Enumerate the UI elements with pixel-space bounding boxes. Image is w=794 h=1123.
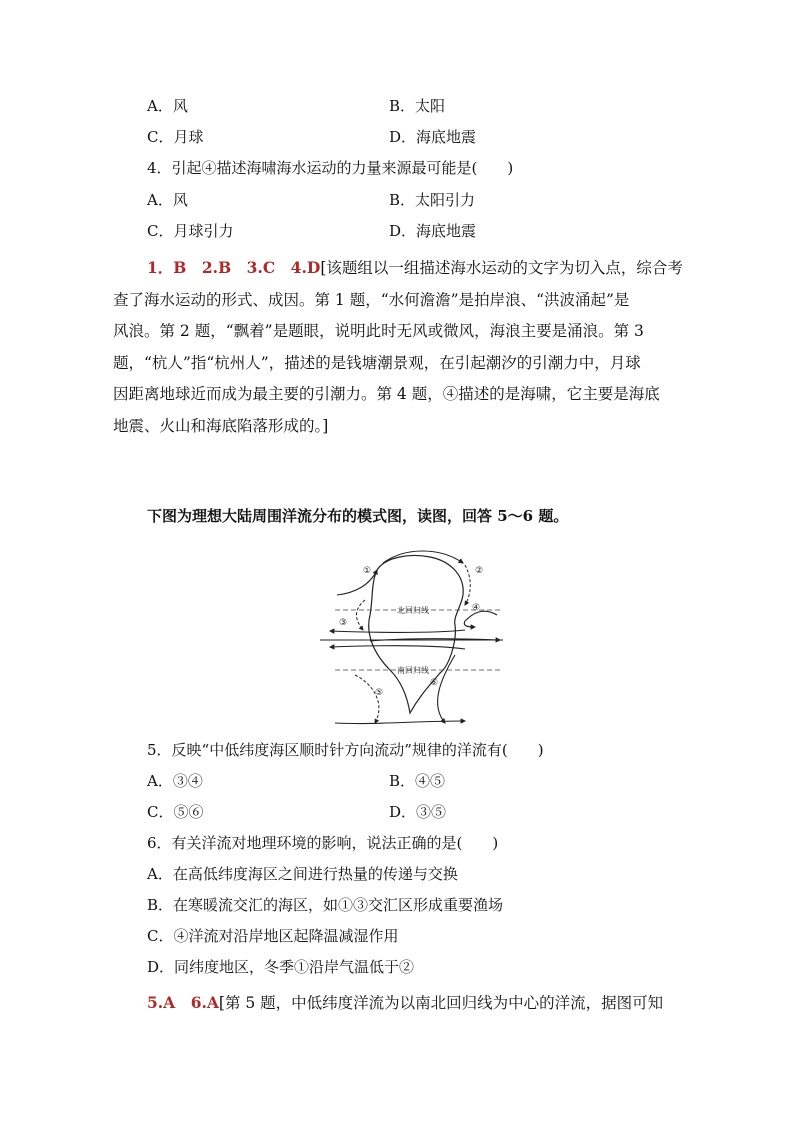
answer-keys-5-6: 5.A 6.A — [147, 993, 219, 1012]
label-3: ③ — [339, 618, 348, 628]
q4-option-d: D．海底地震 — [389, 222, 477, 240]
figure-intro: 下图为理想大陆周围洋流分布的模式图，读图，回答 5～6 题。 — [147, 507, 569, 525]
current-north-arc — [383, 551, 463, 563]
label-4: ④ — [472, 603, 481, 613]
label-2: ② — [475, 566, 484, 576]
answer-explanation-2: 5.A 6.A[第 5 题，中低纬度洋流为以南北回归线为中心的洋流，据图可知 — [147, 993, 664, 1012]
q3-option-a: A．风 — [147, 97, 188, 115]
label-6: ⑥ — [430, 678, 439, 688]
current-2 — [465, 565, 470, 605]
q6-stem: 6．有关洋流对地理环境的影响，说法正确的是( ) — [147, 834, 499, 852]
q5-option-d: D．③⑤ — [389, 803, 447, 821]
q6-option-a: A．在高低纬度海区之间进行热量的传递与交换 — [147, 865, 458, 883]
q5-stem: 5．反映“中低纬度海区顺时针方向流动”规律的洋流有( ) — [147, 741, 544, 759]
label-5: ⑤ — [375, 688, 384, 698]
q4-option-b: B．太阳引力 — [389, 191, 476, 209]
south-equatorial-current — [330, 646, 465, 649]
q5-option-c: C．⑤⑥ — [147, 803, 204, 821]
current-south-bottom — [335, 721, 465, 724]
current-4 — [464, 611, 497, 627]
q4-option-c: C．月球引力 — [147, 222, 234, 240]
q3-option-b: B．太阳 — [389, 97, 446, 115]
ocean-current-diagram — [315, 545, 505, 735]
north-tropic-label: 北回归线 — [397, 606, 429, 615]
q6-option-c: C．④洋流对沿岸地区起降温减湿作用 — [147, 927, 399, 945]
current-3 — [357, 600, 366, 630]
q4-option-a: A．风 — [147, 191, 188, 209]
q3-option-d: D．海底地震 — [389, 128, 477, 146]
q6-option-d: D．同纬度地区，冬季①沿岸气温低于② — [147, 958, 415, 976]
north-equatorial-current — [330, 630, 465, 632]
q4-stem: 4．引起④描述海啸海水运动的力量来源最可能是( ) — [147, 159, 514, 177]
q6-option-b: B．在寒暖流交汇的海区，如①③交汇区形成重要渔场 — [147, 896, 504, 914]
answer-keys-1-4: 1．B 2.B 3.C 4.D — [147, 258, 321, 277]
q5-option-b: B．④⑤ — [389, 772, 446, 790]
south-tropic-label: 南回归线 — [397, 666, 429, 675]
current-5 — [355, 675, 379, 723]
q3-option-c: C．月球 — [147, 128, 204, 146]
answer-explanation-1: 1．B 2.B 3.C 4.D[该题组以一组描述海水运动的文字为切入点，综合考 查了海水运动的形式、成因。第 1 题，“水何澹澹”是拍岸浪、“洪波涌起”是 风浪。第 2 题，“飘着”是题眼，说明此时无风或微风，海浪主要是涌浪。第 3 题，“杭人”指“杭州人”，描述的是钱塘潮景观，在引起潮汐的引潮力中，月球 因距离地球近而成为最主要的引潮力。第 4 题，④描述的是海啸，它主要是海底 地震、火山和海底陷落形成的。] — [113, 258, 683, 435]
q5-option-a: A．③④ — [147, 772, 203, 790]
label-1: ① — [363, 566, 372, 576]
